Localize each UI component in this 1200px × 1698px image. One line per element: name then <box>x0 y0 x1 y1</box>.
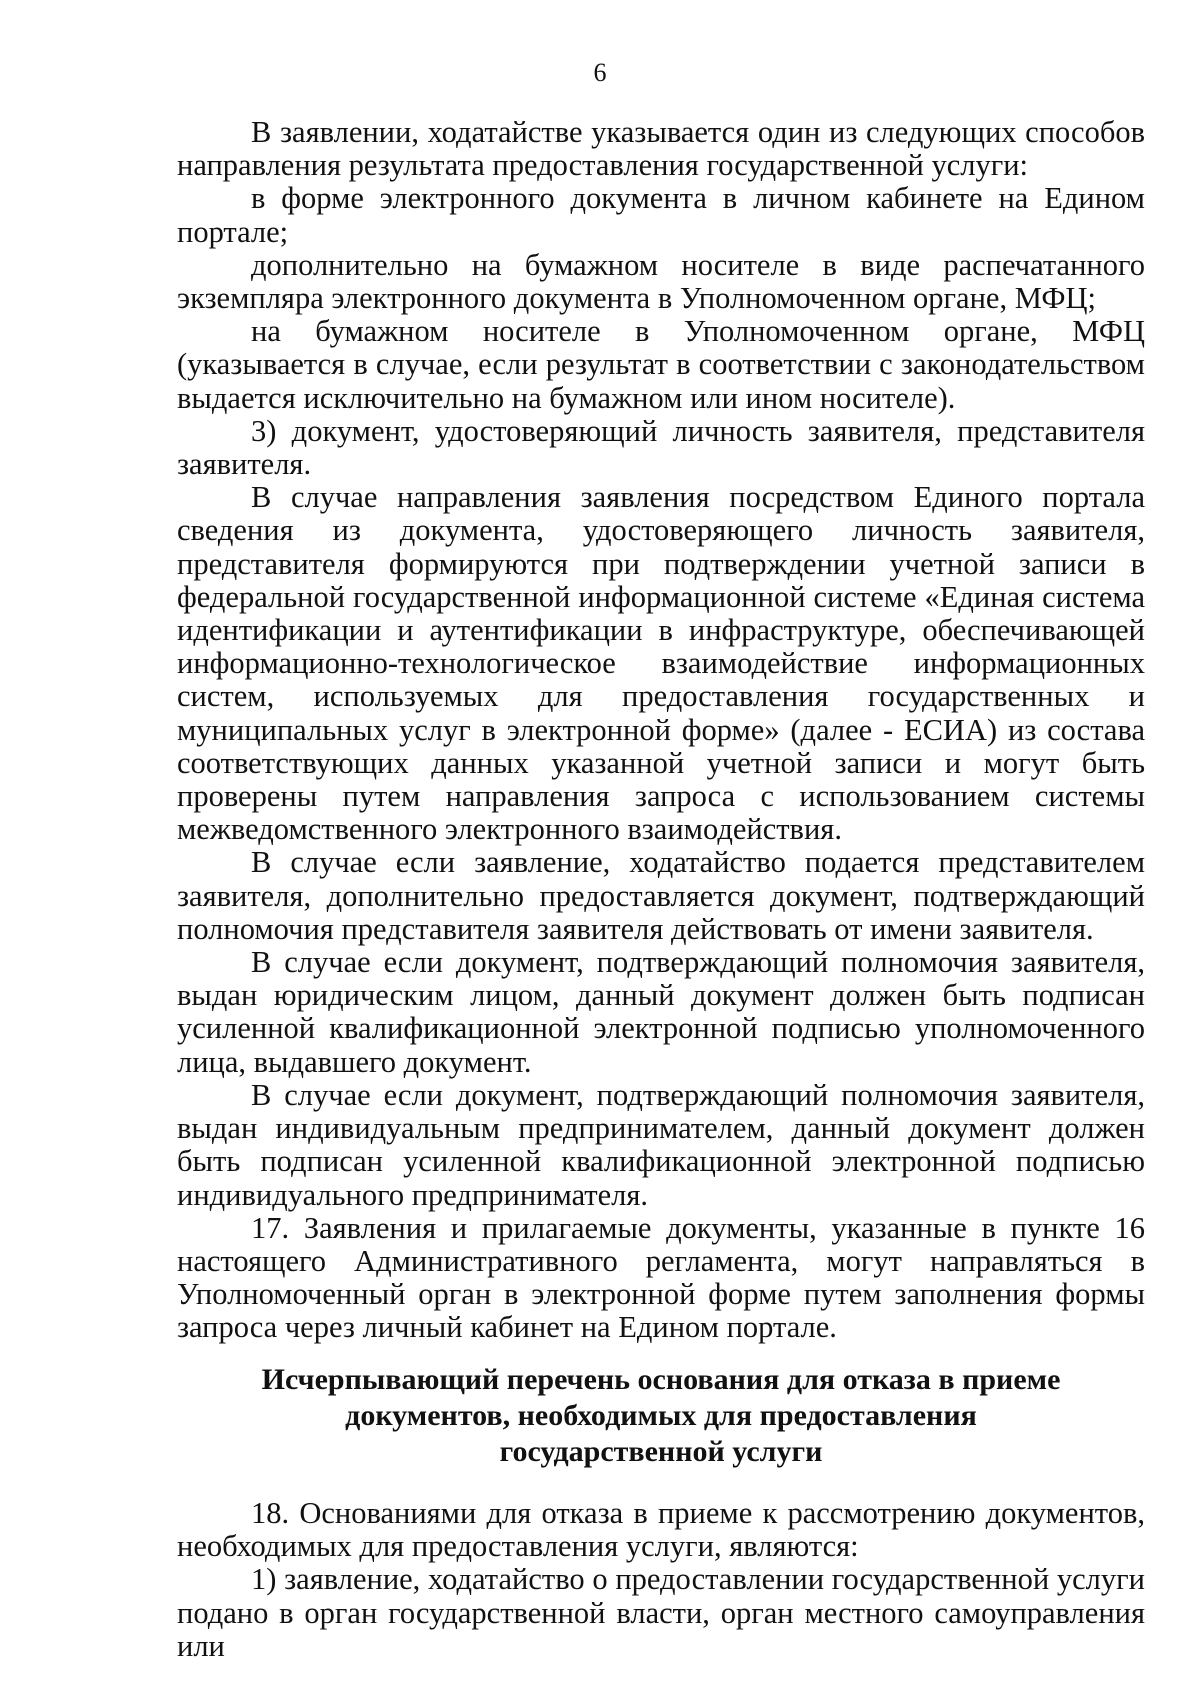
section-heading-line: государственной услуги <box>499 1435 823 1468</box>
paragraph: 3) документ, удостоверяющий личность заявителя, представителя заявителя. <box>177 413 1145 482</box>
paragraph: на бумажном носителе в Уполномоченном органе, МФЦ (указывается в случае, если результат в соответствии с законодательством выдается исключительно на бумажном или ином носителе). <box>177 314 1145 415</box>
paragraph: В случае если документ, подтверждающий полномочия заявителя, выдан юридическим лицом, данный документ должен быть подписан усиленной квалификационной электронной подписью уполномоченного лица, выдавшего документ. <box>177 945 1145 1079</box>
paragraph: В случае если документ, подтверждающий полномочия заявителя, выдан индивидуальным предпринимателем, данный документ должен быть подписан усиленной квалификационной электронной подписью индивидуального предпринимателя. <box>177 1077 1145 1212</box>
page-number: 6 <box>593 58 607 87</box>
paragraph: дополнительно на бумажном носителе в виде распечатанного экземпляра электронного документа в Уполномоченном органе, МФЦ; <box>177 247 1145 316</box>
paragraph: в форме электронного документа в личном кабинете на Едином портале; <box>177 181 1145 249</box>
paragraph: 18. Основаниями для отказа в приеме к рассмотрению документов, необходимых для предоставления услуги, являются: <box>177 1496 1145 1564</box>
paragraph: В случае если заявление, ходатайство подается представителем заявителя, дополнительно предоставляется документ, подтверждающий полномочия представителя заявителя действовать от имени заявителя. <box>177 845 1145 946</box>
section-heading-line: документов, необходимых для предоставления <box>345 1399 977 1432</box>
paragraph: В случае направления заявления посредством Единого портала сведения из документа, удостоверяющего личность заявителя, представителя формируются при подтверждении учетной записи в федеральной государственной информационной системе «Единая система идентификации и аутентификации в инфраструктуре, обеспечивающей информационно-технологическое взаимодействие информационных систем, используемых для предоставления государственных и муниципальных услуг в электронной форме» (далее - ЕСИА) из состава соответствующих данных указанной учетной записи и могут быть проверены путем направления запроса с использованием системы межведомственного электронного взаимодействия. <box>177 480 1145 847</box>
body-text-section <box>177 116 1145 1345</box>
section-heading-line: Исчерпывающий перечень основания для отказа в приеме <box>261 1363 1061 1396</box>
section-heading <box>177 1362 1145 1470</box>
paragraph: В заявлении, ходатайстве указывается один из следующих способов направления результата предоставления государственной услуги: <box>177 115 1145 183</box>
paragraph: 1) заявление, ходатайство о предоставлении государственной услуги подано в орган государственной власти, орган местного самоуправления или <box>177 1562 1145 1663</box>
paragraph: 17. Заявления и прилагаемые документы, указанные в пункте 16 настоящего Административного регламента, могут направляться в Уполномоченный орган в электронной форме путем заполнения формы запроса через личный кабинет на Едином портале. <box>177 1210 1145 1345</box>
body-text-section-2 <box>177 1497 1145 1663</box>
